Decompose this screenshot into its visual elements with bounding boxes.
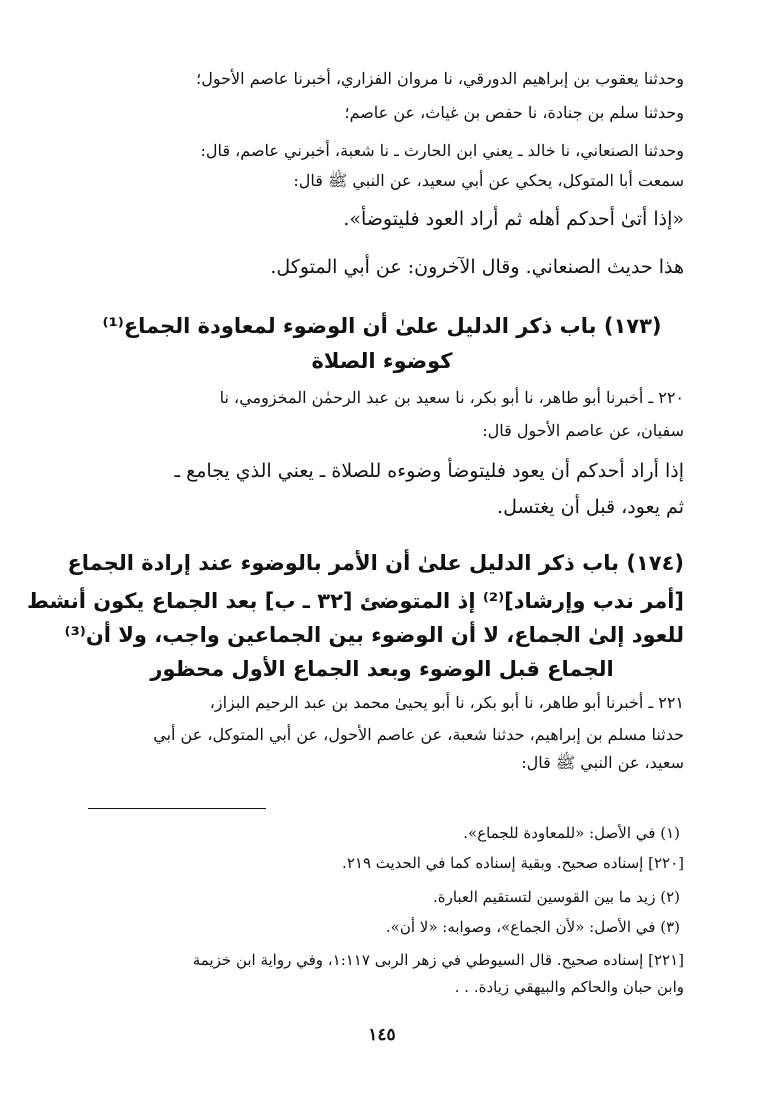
footnote: وابن حبان والحاكم والبيهقي زيادة. . . [454,978,684,996]
chapter-heading-174: الجماع قبل الوضوء وبعد الجماع الأول محظور [150,657,614,681]
hadith-221-isnad: ٢٢١ ـ أخبرنا أبو طاهر، نا أبو بكر، نا أبو يحيىٰ محمد بن عبد الرحيم البزاز، [209,693,684,712]
hadith-220-isnad: سفيان، عن عاصم الأحول قال: [482,421,684,440]
hadith-220-isnad: ٢٢٠ ـ أخبرنا أبو طاهر، نا أبو بكر، نا سعيد بن عبد الرحمٰن المخزومي، نا [219,388,684,407]
text-line: سمعت أبا المتوكل، يحكي عن أبي سعيد، عن النبي ﷺ قال: [293,171,684,190]
footnote: (٢) زيد ما بين القوسين لتستقيم العبارة. [432,888,680,906]
chapter-heading-174: [أمر ندب وإرشاد]⁽²⁾ إذ المتوضئ [٣٢ ـ ب] بعد الجماع يكون أنشط [26,589,684,613]
footnote: [٢٢١] إسناده صحيح. قال السيوطي في زهر الربى ١:١١٧، وفي رواية ابن خزيمة [192,951,684,969]
text-line: وحدثنا الصنعاني، نا خالد ـ يعني ابن الحارث ـ نا شعبة، أخبرني عاصم، قال: [200,141,684,160]
text-line: وحدثنا يعقوب بن إبراهيم الدورقي، نا مروان الفزاري، أخبرنا عاصم الأحول؛ [196,69,684,88]
chapter-heading-173-line2: كوضوء الصلاة [311,349,453,373]
text-line: هذا حديث الصنعاني. وقال الآخرون: عن أبي المتوكل. [270,256,684,278]
hadith-text: «إذا أتىٰ أحدكم أهله ثم أراد العود فليتوضأ». [343,208,684,230]
hadith-220-text: إذا أراد أحدكم أن يعود فليتوضأ وضوءه للصلاة ـ يعني الذي يجامع ـ [174,460,684,482]
page-number: ١٤٥ [368,1025,396,1045]
chapter-heading-174: للعود إلىٰ الجماع، لا أن الوضوء بين الجماعين واجب، ولا أن⁽³⁾ [64,623,684,647]
chapter-heading-173: (١٧٣) باب ذكر الدليل علىٰ أن الوضوء لمعاودة الجماع⁽¹⁾ [102,314,662,338]
footnote-separator [88,808,266,809]
text-line: وحدثنا سلم بن جنادة، نا حفص بن غياث، عن عاصم؛ [344,103,684,122]
footnote: (٣) في الأصل: «لأن الجماع»، وصوابه: «لا أن». [385,918,680,936]
hadith-221-isnad: حدثنا مسلم بن إبراهيم، حدثنا شعبة، عن عاصم الأحول، عن أبي المتوكل، عن أبي [153,725,684,744]
footnote: [٢٢٠] إسناده صحيح. وبقية إسناده كما في الحديث ٢١٩. [342,854,684,872]
hadith-220-text: ثم يعود، قبل أن يغتسل. [497,496,684,518]
chapter-heading-174: (١٧٤) باب ذكر الدليل علىٰ أن الأمر بالوضوء عند إرادة الجماع [67,551,684,575]
hadith-221-isnad: سعيد، عن النبي ﷺ قال: [521,753,684,772]
footnote: (١) في الأصل: «للمعاودة للجماع». [463,824,680,842]
